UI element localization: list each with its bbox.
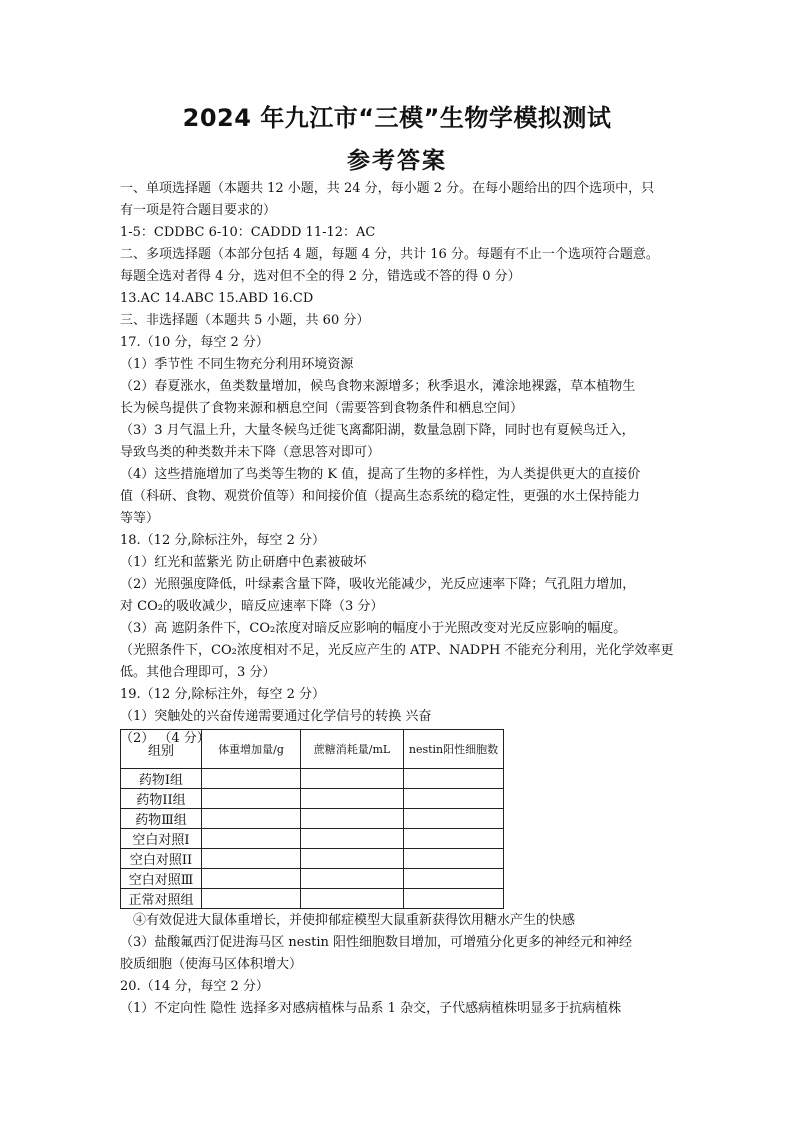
table-cell bbox=[202, 789, 301, 809]
table-header-row bbox=[121, 730, 504, 769]
text-line: （4）这些措施增加了鸟类等生物的 K 值，提高了生物的多样性，为人类提供更大的直接价 bbox=[120, 467, 641, 482]
table-cell bbox=[404, 769, 504, 789]
text-line: 导致鸟类的种类数并未下降（意思答对即可） bbox=[120, 445, 381, 460]
table-row bbox=[121, 829, 504, 849]
table-row-label: 空白对照II bbox=[121, 849, 202, 869]
table-row bbox=[121, 809, 504, 829]
text-line: ④有效促进大鼠体重增长，并使抑郁症模型大鼠重新获得饮用糖水产生的快感 bbox=[133, 913, 576, 928]
text-line: 13.AC 14.ABC 15.ABD 16.CD bbox=[120, 291, 314, 306]
text-line: 每题全选对者得 4 分，选对但不全的得 2 分，错选或不答的得 0 分） bbox=[120, 269, 521, 284]
table-cell bbox=[202, 829, 301, 849]
table-cell bbox=[301, 789, 404, 809]
text-line: 一、单项选择题（本题共 12 小题，共 24 分，每小题 2 分。在每小题给出的四个选项中，只 bbox=[120, 181, 655, 196]
table-header-cell: 体重增加量/g bbox=[202, 730, 301, 769]
table-row-label: 空白对照Ⅰ bbox=[121, 829, 202, 849]
table-header-cell: 蔗糖消耗量/mL bbox=[301, 730, 404, 769]
table-cell bbox=[301, 869, 404, 889]
table-row bbox=[121, 889, 504, 909]
table-cell bbox=[404, 789, 504, 809]
table-cell bbox=[301, 889, 404, 909]
table-row-label: 空白对照Ⅲ bbox=[121, 869, 202, 889]
table-cell bbox=[404, 869, 504, 889]
table-cell bbox=[202, 809, 301, 829]
text-line: 胶质细胞（使海马区体积增大） bbox=[120, 957, 303, 972]
text-line: 20.（14 分，每空 2 分） bbox=[120, 979, 269, 994]
text-line: 低。其他合理即可，3 分） bbox=[120, 665, 276, 680]
table-cell bbox=[404, 849, 504, 869]
table-cell bbox=[301, 849, 404, 869]
table-row bbox=[121, 769, 504, 789]
text-line: 18.（12 分,除标注外，每空 2 分） bbox=[120, 533, 326, 548]
text-line: （1）突触处的兴奋传递需要通过化学信号的转换 兴奋 bbox=[120, 709, 432, 724]
table-header-cell: nestin阳性细胞数 bbox=[404, 730, 504, 769]
document-subtitle: 参考答案 bbox=[347, 148, 447, 174]
table-cell bbox=[202, 849, 301, 869]
document-title: 2024 年九江市“三模”生物学模拟测试 bbox=[182, 104, 612, 132]
experiment-design-table bbox=[120, 729, 504, 909]
text-line: 有一项是符合题目要求的） bbox=[120, 203, 277, 218]
table-cell bbox=[202, 889, 301, 909]
text-line: （光照条件下，CO₂浓度相对不足，光反应产生的 ATP、NADPH 不能充分利用，光化学效率更 bbox=[120, 643, 674, 658]
table-cell bbox=[202, 769, 301, 789]
text-line: （3）3 月气温上升，大量冬候鸟迁徙飞离鄱阳湖，数量急剧下降，同时也有夏候鸟迁入， bbox=[120, 423, 635, 438]
text-line: （2）春夏涨水，鱼类数量增加，候鸟食物来源增多；秋季退水，滩涂地裸露，草本植物生 bbox=[120, 379, 636, 394]
table-cell bbox=[404, 809, 504, 829]
text-line: 长为候鸟提供了食物来源和栖息空间（需要答到食物条件和栖息空间） bbox=[120, 401, 524, 416]
table-cell bbox=[301, 769, 404, 789]
table-cell bbox=[301, 809, 404, 829]
table-row-label: 药物II组 bbox=[121, 789, 202, 809]
table-row-label: 药物Ⅰ组 bbox=[121, 769, 202, 789]
text-line: 二、多项选择题（本部分包括 4 题，每题 4 分，共计 16 分。每题有不止一个选项符合题意。 bbox=[120, 247, 659, 262]
table-cell bbox=[404, 889, 504, 909]
table-row bbox=[121, 789, 504, 809]
table-row bbox=[121, 869, 504, 889]
text-line: 值（科研、食物、观赏价值等）和间接价值（提高生态系统的稳定性，更强的水土保持能力 bbox=[120, 489, 641, 504]
text-line: 三、非选择题（本题共 5 小题，共 60 分） bbox=[120, 313, 370, 328]
text-line: （3）盐酸氟西汀促进海马区 nestin 阳性细胞数目增加，可增殖分化更多的神经元和神经 bbox=[120, 935, 633, 950]
table-row bbox=[121, 849, 504, 869]
text-line: 1-5：CDDBC 6-10：CADDD 11-12：AC bbox=[120, 225, 376, 240]
table-row-label: 药物Ⅲ组 bbox=[121, 809, 202, 829]
text-line: （1）红光和蓝紫光 防止研磨中色素被破坏 bbox=[120, 555, 367, 570]
text-line: （1）季节性 不同生物充分利用环境资源 bbox=[120, 357, 354, 372]
text-line: 17.（10 分，每空 2 分） bbox=[120, 335, 269, 350]
text-line: （2）光照强度降低，叶绿素含量下降，吸收光能减少，光反应速率下降；气孔阻力增加， bbox=[120, 577, 636, 592]
table-cell bbox=[404, 829, 504, 849]
table-row-label: 正常对照组 bbox=[121, 889, 202, 909]
text-line: 对 CO₂的吸收减少，暗反应速率下降（3 分） bbox=[120, 599, 384, 614]
table-cell bbox=[202, 869, 301, 889]
table-cell bbox=[301, 829, 404, 849]
text-line: （1）不定向性 隐性 选择多对感病植株与品系 1 杂交，子代感病植株明显多于抗病植株 bbox=[120, 1001, 622, 1016]
text-line: 19.（12 分,除标注外，每空 2 分） bbox=[120, 687, 326, 702]
text-line: （2） （4 分） bbox=[120, 731, 210, 746]
text-line: （3）高 遮阴条件下，CO₂浓度对暗反应影响的幅度小于光照改变对光反应影响的幅度。 bbox=[120, 621, 627, 636]
table-header-cell: 组别 bbox=[121, 730, 202, 769]
text-line: 等等） bbox=[120, 511, 160, 526]
